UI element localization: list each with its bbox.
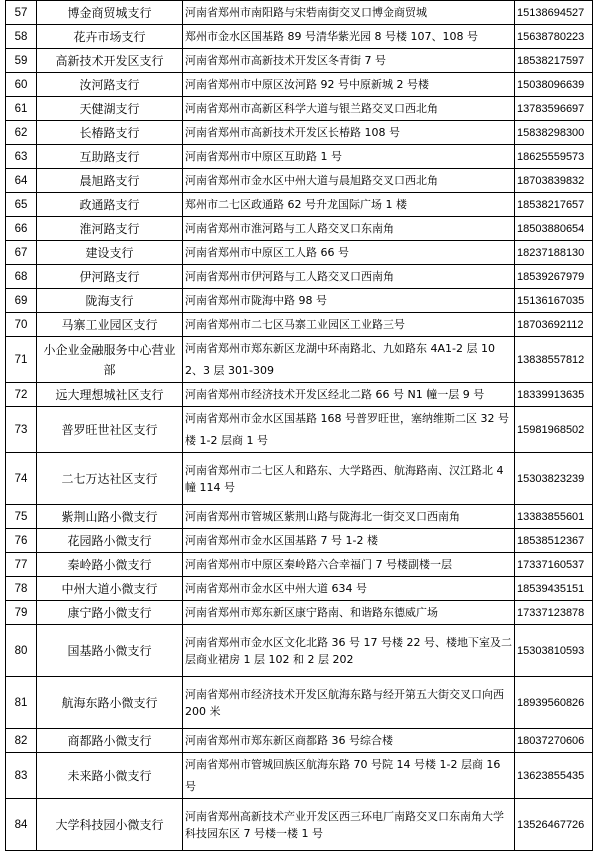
branch-phone: 15038096639 — [515, 73, 593, 97]
branch-name: 政通路支行 — [37, 193, 183, 217]
branch-address: 河南省郑州市高新技术开发区冬青街 7 号 — [183, 49, 515, 73]
table-row — [6, 577, 593, 601]
branch-address: 郑州市二七区政通路 62 号升龙国际广场 1 楼 — [183, 193, 515, 217]
branch-phone: 15638780223 — [515, 25, 593, 49]
branch-phone: 18625559573 — [515, 145, 593, 169]
table-row — [6, 337, 593, 383]
branch-phone: 13526467726 — [515, 799, 593, 851]
table-row — [6, 289, 593, 313]
branch-address: 河南省郑州市金水区中州大道 634 号 — [183, 577, 515, 601]
row-number: 77 — [6, 553, 37, 577]
table-row — [6, 169, 593, 193]
branch-phone: 18538512367 — [515, 529, 593, 553]
branch-address: 河南省郑州市高新区科学大道与银兰路交叉口西北角 — [183, 97, 515, 121]
branch-phone: 18703839832 — [515, 169, 593, 193]
branch-name: 花卉市场支行 — [37, 25, 183, 49]
branch-phone: 15303823239 — [515, 453, 593, 505]
branch-phone: 18939560826 — [515, 677, 593, 729]
row-number: 68 — [6, 265, 37, 289]
branch-address: 河南省郑州市管城回族区航海东路 70 号院 14 号楼 1-2 层商 16 号 — [183, 753, 515, 799]
branch-name: 天健湖支行 — [37, 97, 183, 121]
branch-address: 河南省郑州市中原区互助路 1 号 — [183, 145, 515, 169]
table-row — [6, 799, 593, 851]
branch-name: 中州大道小微支行 — [37, 577, 183, 601]
branch-address: 河南省郑州市金水区文化北路 36 号 17 号楼 22 号、楼地下室及二层商业裙房 1 层 102 和 2 层 202 — [183, 625, 515, 677]
branch-address: 河南省郑州市二七区人和路东、大学路西、航海路南、汉江路北 4 幢 114 号 — [183, 453, 515, 505]
row-number: 62 — [6, 121, 37, 145]
branch-phone: 15303810593 — [515, 625, 593, 677]
branch-address: 河南省郑州市经济技术开发区经北二路 66 号 N1 幢一层 9 号 — [183, 383, 515, 407]
branch-name: 大学科技园小微支行 — [37, 799, 183, 851]
branch-address: 河南省郑州市经济技术开发区航海东路与经开第五大街交叉口向西 200 米 — [183, 677, 515, 729]
branch-phone: 15838298300 — [515, 121, 593, 145]
branch-address: 郑州市金水区国基路 89 号清华紫光园 8 号楼 107、108 号 — [183, 25, 515, 49]
row-number: 76 — [6, 529, 37, 553]
branch-address: 河南省郑州市金水区国基路 7 号 1-2 楼 — [183, 529, 515, 553]
branch-name: 互助路支行 — [37, 145, 183, 169]
branch-phone: 15136167035 — [515, 289, 593, 313]
table-row — [6, 729, 593, 753]
branch-phone: 18339913635 — [515, 383, 593, 407]
row-number: 69 — [6, 289, 37, 313]
branch-address: 河南省郑州市金水区中州大道与晨旭路交叉口西北角 — [183, 169, 515, 193]
branch-address: 河南省郑州市中原区秦岭路六合幸福门 7 号楼副楼一层 — [183, 553, 515, 577]
row-number: 65 — [6, 193, 37, 217]
row-number: 71 — [6, 337, 37, 383]
branch-name: 博金商贸城支行 — [37, 1, 183, 25]
row-number: 75 — [6, 505, 37, 529]
table-row — [6, 529, 593, 553]
branch-address: 河南省郑州市郑东新区商都路 36 号综合楼 — [183, 729, 515, 753]
table-row — [6, 625, 593, 677]
table-body — [6, 1, 593, 851]
table-row — [6, 241, 593, 265]
branch-name: 淮河路支行 — [37, 217, 183, 241]
table-row — [6, 313, 593, 337]
branch-address: 河南省郑州市二七区马寨工业园区工业路三号 — [183, 313, 515, 337]
row-number: 60 — [6, 73, 37, 97]
branch-phone: 13383855601 — [515, 505, 593, 529]
row-number: 78 — [6, 577, 37, 601]
row-number: 74 — [6, 453, 37, 505]
branch-phone: 13838557812 — [515, 337, 593, 383]
branch-phone: 18237188130 — [515, 241, 593, 265]
branch-phone: 17337160537 — [515, 553, 593, 577]
branch-name: 远大理想城社区支行 — [37, 383, 183, 407]
table-row — [6, 505, 593, 529]
row-number: 81 — [6, 677, 37, 729]
row-number: 84 — [6, 799, 37, 851]
branch-phone: 13783596697 — [515, 97, 593, 121]
branch-address: 河南省郑州市中原区汝河路 92 号中原新城 2 号楼 — [183, 73, 515, 97]
branch-phone: 18539435151 — [515, 577, 593, 601]
branch-name: 建设支行 — [37, 241, 183, 265]
table-row — [6, 265, 593, 289]
branch-name: 紫荆山路小微支行 — [37, 505, 183, 529]
row-number: 67 — [6, 241, 37, 265]
branch-address: 河南省郑州市中原区工人路 66 号 — [183, 241, 515, 265]
table-row — [6, 25, 593, 49]
table-row — [6, 97, 593, 121]
row-number: 63 — [6, 145, 37, 169]
table-row — [6, 453, 593, 505]
row-number: 79 — [6, 601, 37, 625]
branch-address: 河南省郑州市南阳路与宋砦南街交叉口博金商贸城 — [183, 1, 515, 25]
branch-name: 晨旭路支行 — [37, 169, 183, 193]
row-number: 70 — [6, 313, 37, 337]
branch-phone: 15138694527 — [515, 1, 593, 25]
branch-phone: 17337123878 — [515, 601, 593, 625]
table-row — [6, 121, 593, 145]
branch-phone: 18538217657 — [515, 193, 593, 217]
branch-name: 小企业金融服务中心营业部 — [37, 337, 183, 383]
branch-name: 商都路小微支行 — [37, 729, 183, 753]
table-row — [6, 407, 593, 453]
branch-phone: 15981968502 — [515, 407, 593, 453]
table-row — [6, 383, 593, 407]
branch-address: 河南省郑州市淮河路与工人路交叉口东南角 — [183, 217, 515, 241]
branch-phone: 18539267979 — [515, 265, 593, 289]
branch-name: 高新技术开发区支行 — [37, 49, 183, 73]
table-row — [6, 73, 593, 97]
table-row — [6, 601, 593, 625]
branch-address: 河南省郑州市金水区国基路 168 号普罗旺世，塞纳维斯二区 32 号楼 1-2 层商 1 号 — [183, 407, 515, 453]
branch-name: 汝河路支行 — [37, 73, 183, 97]
branch-address: 河南省郑州市伊河路与工人路交叉口西南角 — [183, 265, 515, 289]
row-number: 61 — [6, 97, 37, 121]
branch-phone: 18703692112 — [515, 313, 593, 337]
row-number: 72 — [6, 383, 37, 407]
table-row — [6, 49, 593, 73]
branch-address: 河南省郑州市郑东新区康宁路南、和谐路东德威广场 — [183, 601, 515, 625]
row-number: 66 — [6, 217, 37, 241]
branch-address: 河南省郑州市陇海中路 98 号 — [183, 289, 515, 313]
branch-name: 二七万达社区支行 — [37, 453, 183, 505]
row-number: 73 — [6, 407, 37, 453]
row-number: 64 — [6, 169, 37, 193]
branch-address: 河南省郑州市高新技术开发区长椿路 108 号 — [183, 121, 515, 145]
table-row — [6, 677, 593, 729]
row-number: 80 — [6, 625, 37, 677]
row-number: 82 — [6, 729, 37, 753]
branch-name: 秦岭路小微支行 — [37, 553, 183, 577]
table-row — [6, 1, 593, 25]
row-number: 58 — [6, 25, 37, 49]
branch-name: 长椿路支行 — [37, 121, 183, 145]
branch-name: 伊河路支行 — [37, 265, 183, 289]
branch-name: 未来路小微支行 — [37, 753, 183, 799]
table-row — [6, 193, 593, 217]
branch-address: 河南省郑州高新技术产业开发区西三环电厂南路交叉口东南角大学科技园东区 7 号楼一楼 1 号 — [183, 799, 515, 851]
branch-table — [5, 0, 593, 851]
branch-address: 河南省郑州市郑东新区龙湖中环南路北、九如路东 4A1-2 层 102、3 层 301-309 — [183, 337, 515, 383]
branch-phone: 13623855435 — [515, 753, 593, 799]
table-row — [6, 217, 593, 241]
branch-phone: 18538217597 — [515, 49, 593, 73]
row-number: 83 — [6, 753, 37, 799]
branch-phone: 18037270606 — [515, 729, 593, 753]
branch-address: 河南省郑州市管城区紫荆山路与陇海北一街交叉口西南角 — [183, 505, 515, 529]
branch-name: 普罗旺世社区支行 — [37, 407, 183, 453]
branch-name: 陇海支行 — [37, 289, 183, 313]
branch-name: 航海东路小微支行 — [37, 677, 183, 729]
branch-name: 国基路小微支行 — [37, 625, 183, 677]
row-number: 59 — [6, 49, 37, 73]
table-row — [6, 553, 593, 577]
branch-name: 花园路小微支行 — [37, 529, 183, 553]
row-number: 57 — [6, 1, 37, 25]
table-row — [6, 145, 593, 169]
branch-name: 康宁路小微支行 — [37, 601, 183, 625]
branch-phone: 18503880654 — [515, 217, 593, 241]
table-row — [6, 753, 593, 799]
branch-name: 马寨工业园区支行 — [37, 313, 183, 337]
